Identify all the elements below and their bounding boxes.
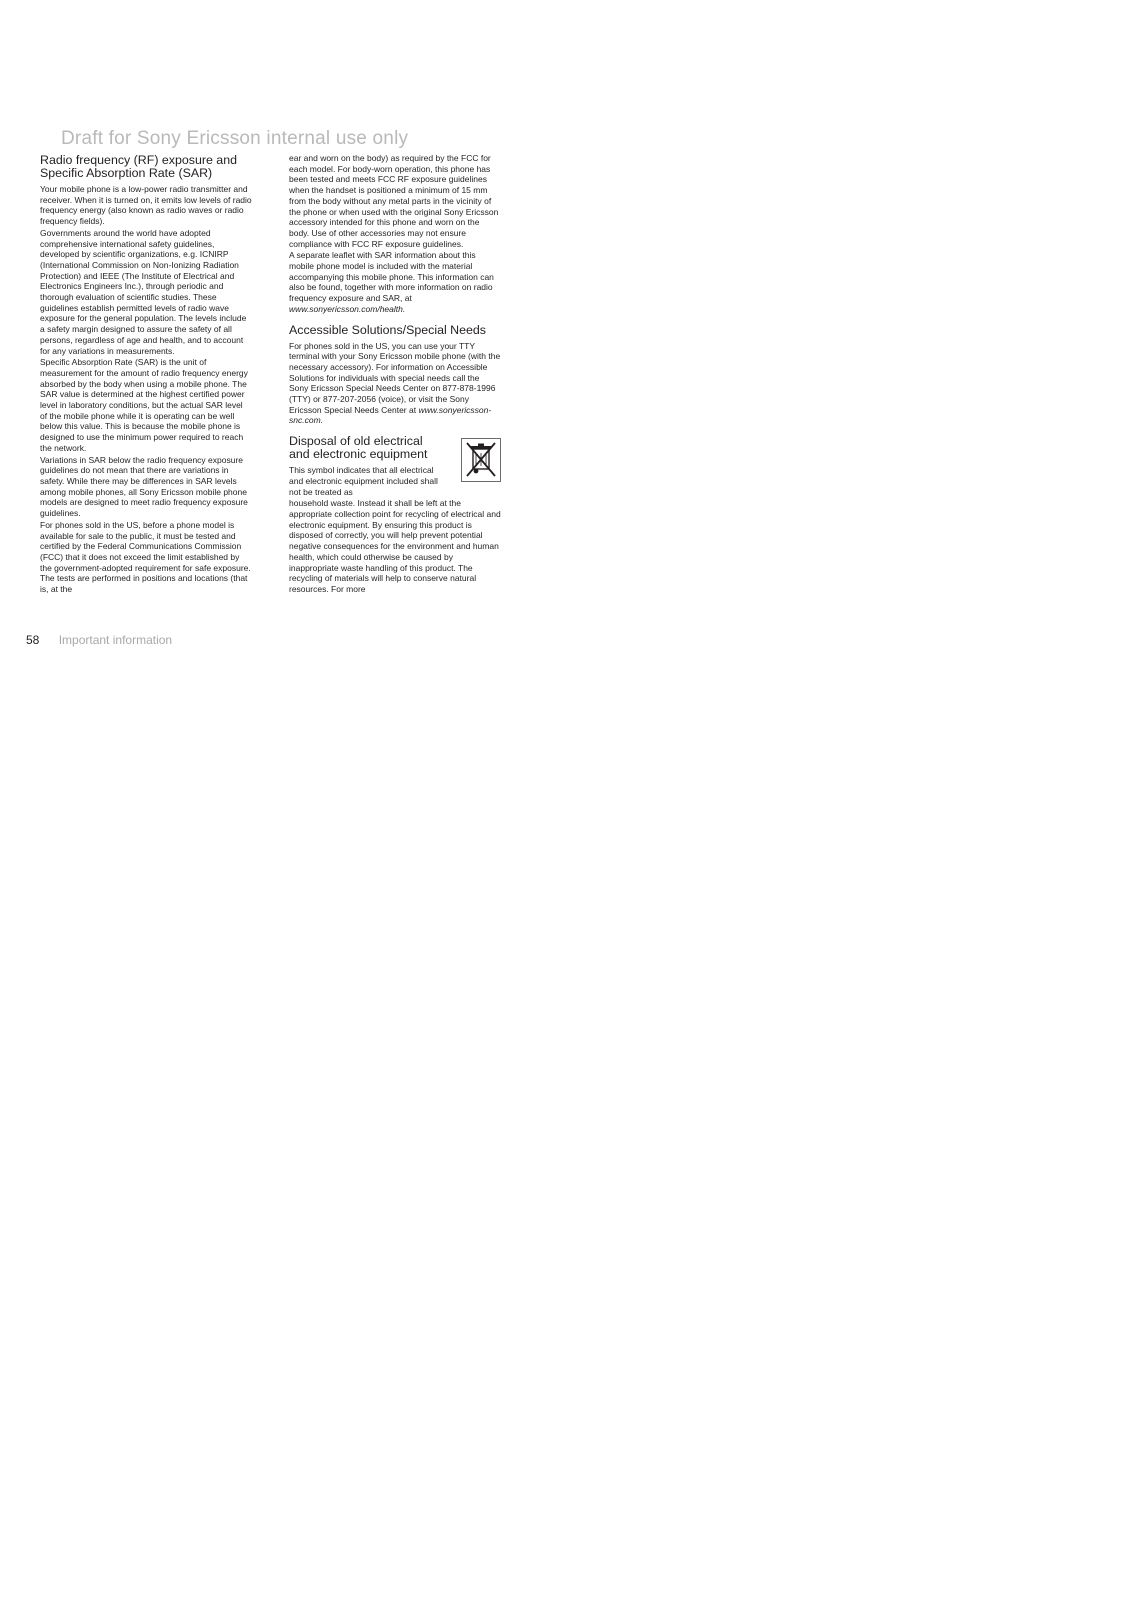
snc-url: www.sonyericsson-snc.com. bbox=[289, 404, 492, 426]
sar-heading-line1: Radio frequency (RF) exposure and bbox=[40, 153, 237, 167]
crossed-out-wheelie-bin-icon bbox=[461, 438, 501, 482]
left-column bbox=[40, 154, 252, 596]
disposal-intro: This symbol indicates that all electrical and electronic equipment included shall not be treated as bbox=[289, 465, 438, 497]
sar-leaflet-paragraph bbox=[289, 250, 501, 314]
accessible-paragraph bbox=[289, 341, 501, 427]
footer-section-title: Important information bbox=[58, 633, 173, 647]
sar-paragraph-1: Your mobile phone is a low-power radio transmitter and receiver. When it is turned on, it emits low levels of radio frequency energy (also known as radio waves or radio frequency fields). bbox=[40, 184, 252, 227]
health-url: www.sonyericsson.com/health. bbox=[289, 303, 406, 314]
disposal-heading-line1: Disposal of old electrical bbox=[289, 434, 423, 449]
accessible-heading: Accessible Solutions/Special Needs bbox=[289, 322, 486, 337]
right-column bbox=[289, 153, 501, 596]
disposal-paragraph: household waste. Instead it shall be left at the appropriate collection point for recycling of electrical and electronic equipment. By ensuring this product is disposed of correctly, you will help prevent potential negative consequences for the environment and human health, which could otherwise be caused by inappropriate waste handling of this product. The recycling of materials will help to conserve natural resources. For more bbox=[289, 498, 501, 594]
page-footer bbox=[26, 633, 172, 647]
sar-paragraph-3: Specific Absorption Rate (SAR) is the unit of measurement for the amount of radio frequency energy absorbed by the body when using a mobile phone. The SAR value is determined at the highest certified power level in laboratory conditions, but the actual SAR level of the mobile phone while it is operating can be well below this value. This is because the mobile phone is designed to use the minimum power required to reach the network. bbox=[40, 357, 248, 453]
sar-paragraph-5: For phones sold in the US, before a phone model is available for sale to the public, it must be tested and certified by the Federal Communications Commission (FCC) that it does not exceed the limit established by the government-adopted requirement for safe exposure. The tests are performed in positions and locations (that is, at the bbox=[40, 519, 251, 595]
disposal-heading-line2: and electronic equipment bbox=[289, 447, 428, 462]
sar-continuation: ear and worn on the body) as required by the FCC for each model. For body-worn operation, this phone has been tested and meets FCC RF exposure guidelines when the handset is positioned a minimum of 15 mm from the body without any metal parts in the vicinity of the phone or when used with the original Sony Ericsson accessory intended for this phone and worn on the body. Use of other accessories may not ensure compliance with FCC RF exposure guidelines. bbox=[289, 153, 499, 249]
sar-paragraph-2: Governments around the world have adopted comprehensive international safety guidelines, developed by scientific organizations, e.g. ICNIRP (International Commission on Non-Ionizing Radiation Protection) and IEEE (The Institute of Electrical and Electronics Engineers Inc.), through periodic and thorough evaluation of scientific studies. These guidelines establish permitted levels of radio wave exposure for the general population. The levels include a safety margin designed to assure the safety of all persons, regardless of age and health, and to account for any variations in measurements. bbox=[40, 227, 247, 356]
sar-paragraph-4: Variations in SAR below the radio frequency exposure guidelines do not mean that there are variations in safety. While there may be differences in SAR levels among mobile phones, all Sony Ericsson mobile phone models are designed to meet radio frequency exposure guidelines. bbox=[40, 454, 248, 519]
sar-leaflet-text: A separate leaflet with SAR information about this mobile phone model is included with the material accompanying this mobile phone. This information can also be found, together with more information on radio frequency exposure and SAR, at bbox=[289, 250, 494, 304]
page-number: 58 bbox=[26, 633, 40, 647]
sar-heading bbox=[40, 154, 252, 180]
draft-watermark: Draft for Sony Ericsson internal use only bbox=[61, 128, 409, 149]
disposal-heading bbox=[289, 435, 449, 461]
disposal-section bbox=[289, 435, 501, 594]
accessible-text: For phones sold in the US, you can use your TTY terminal with your Sony Ericsson mobile phone (with the necessary accessory). For information on Accessible Solutions for individuals with special needs call the Sony Ericsson Special Needs Center on 877-878-1996 (TTY) or 877-207-2056 (voice), or visit the Sony Ericsson Special Needs Center at bbox=[289, 340, 501, 415]
sar-heading-line2: Specific Absorption Rate (SAR) bbox=[40, 166, 213, 180]
